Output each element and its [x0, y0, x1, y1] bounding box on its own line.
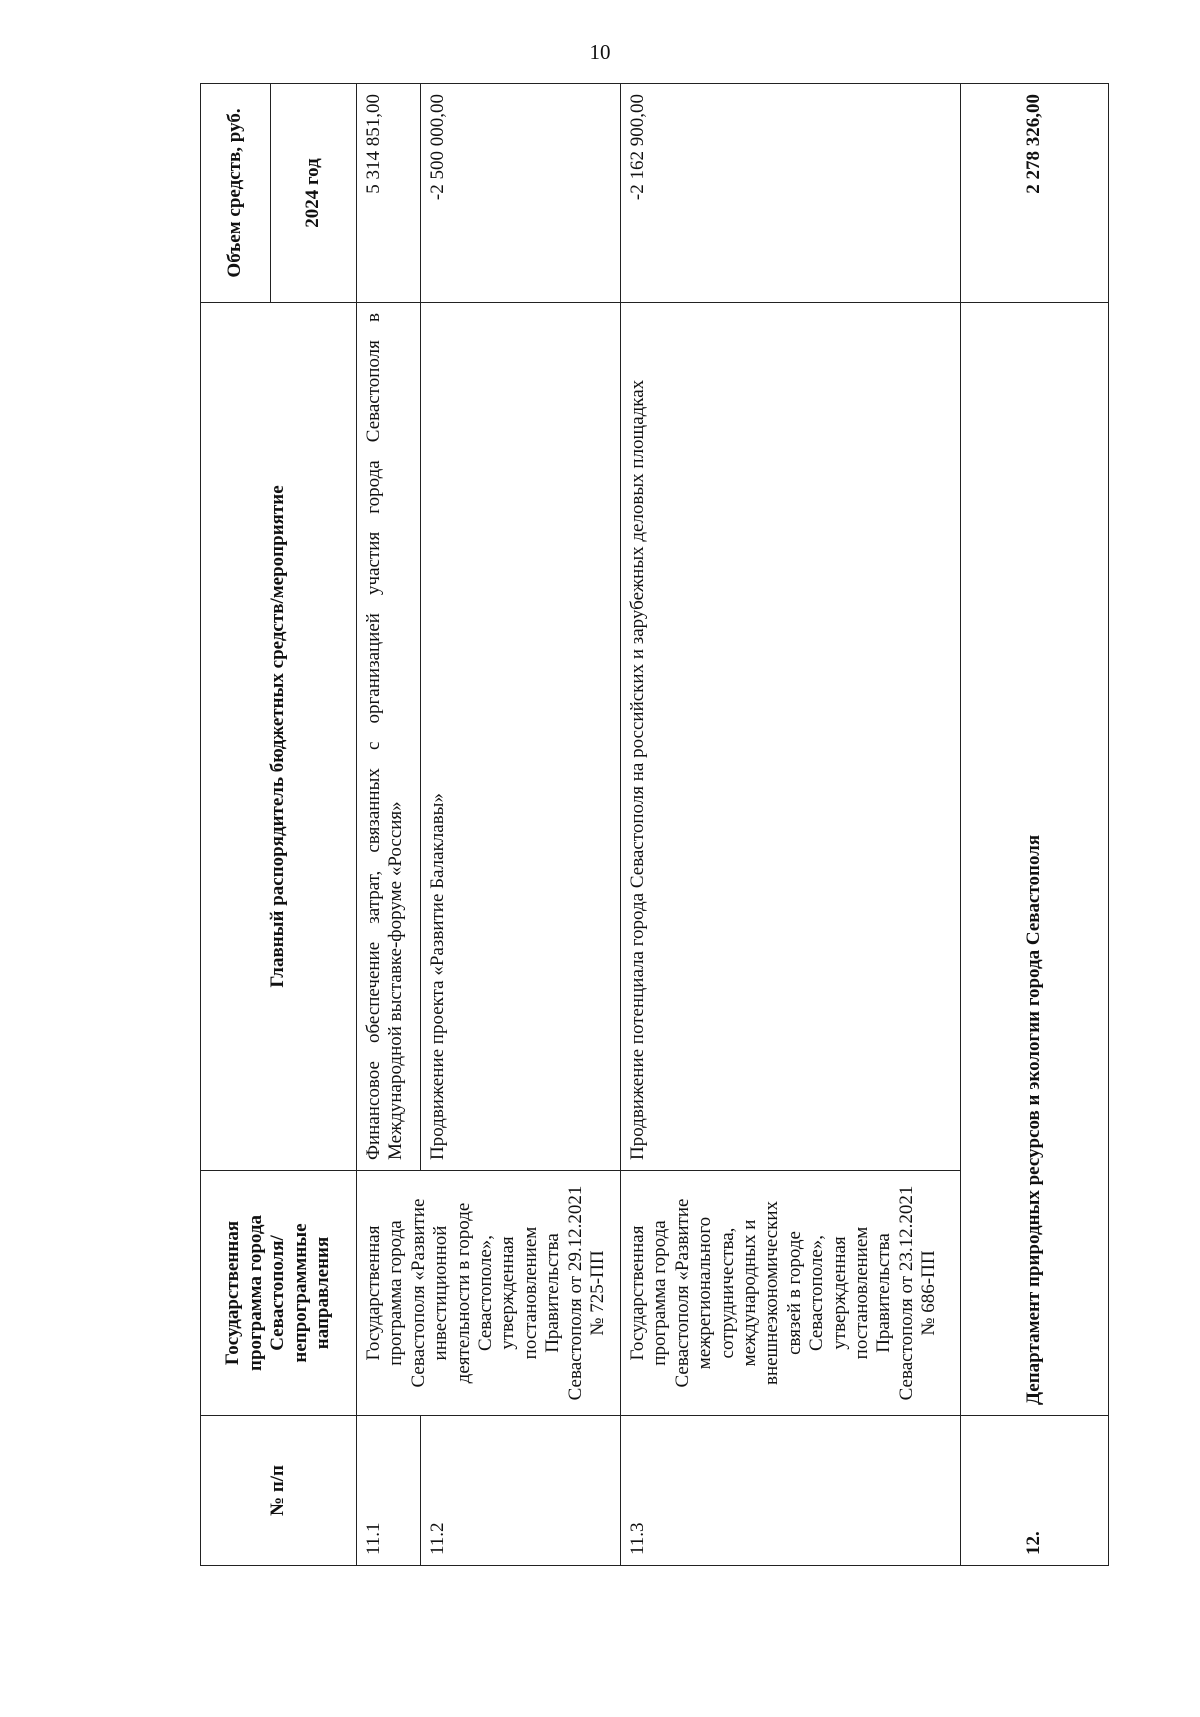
budget-table — [200, 83, 1109, 1566]
section-amount: 2 278 326,00 — [961, 84, 1109, 303]
header-year: 2024 год — [271, 84, 357, 303]
section-title: Департамент природных ресурсов и экологии города Севастополя — [961, 303, 1109, 1416]
header-main: Главный распорядитель бюджетных средств/мероприятие — [201, 303, 357, 1171]
header-num: № п/п — [201, 1416, 357, 1566]
row-amount: -2 500 000,00 — [421, 84, 621, 303]
row-num: 11.1 — [357, 1416, 421, 1566]
row-num: 11.3 — [621, 1416, 961, 1566]
rotated-table-region — [200, 84, 1108, 1566]
header-program: Государственная программа города Севастополя/ непрограммные направления — [201, 1171, 357, 1416]
row-description: Финансовое обеспечение затрат, связанных с организацией участия города Севастополя в Международной выставке-форуме «Россия» — [357, 303, 421, 1171]
row-description: Продвижение проекта «Развитие Балаклавы» — [421, 303, 621, 1171]
header-volume: Объем средств, руб. — [201, 84, 271, 303]
table-row — [621, 84, 961, 1566]
row-num: 11.2 — [421, 1416, 621, 1566]
row-amount: -2 162 900,00 — [621, 84, 961, 303]
row-description: Продвижение потенциала города Севастополя на российских и зарубежных деловых площадках — [621, 303, 961, 1171]
row-program: Государственная программа города Севастополя «Развитие инвестиционной деятельности в городе Севастополе», утвержденная постановлением Правительства Севастополя от 29.12.2021 № 725-ПП — [357, 1171, 621, 1416]
section-num: 12. — [961, 1416, 1109, 1566]
row-amount: 5 314 851,00 — [357, 84, 421, 303]
section-row — [961, 84, 1109, 1566]
page-number: 10 — [589, 40, 611, 64]
table-row — [357, 84, 421, 1566]
row-program: Государственная программа города Севастополя «Развитие межрегионального сотрудничества, международных и внешнеэкономических связей в городе Севастополе», утвержденная постановлением Правительства Севастополя от 23.12.2021 № 686-ПП — [621, 1171, 961, 1416]
